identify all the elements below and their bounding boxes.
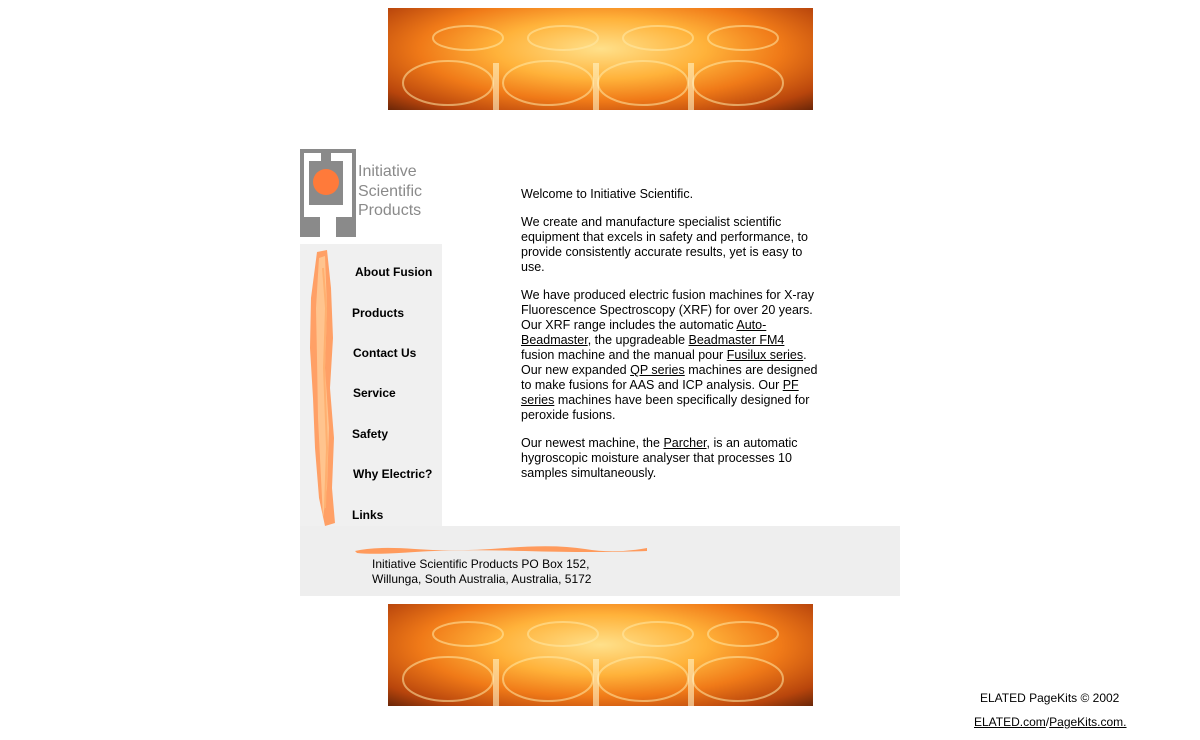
parcher-text-2: , is an automatic hygroscopic moisture analyser that processes 10 samples simultaneously. — [521, 436, 798, 480]
nav-item-about-fusion[interactable]: About Fusion — [355, 265, 433, 279]
welcome-text: Welcome to Initiative Scientific. — [521, 187, 694, 201]
nav-item-service[interactable]: Service — [353, 386, 396, 400]
nav-sidebar — [300, 244, 442, 526]
decorative-stripe-icon — [305, 248, 335, 526]
logo-text — [358, 162, 422, 221]
fusilux-series-link[interactable]: Fusilux series — [726, 348, 804, 362]
bottom-banner-image — [388, 604, 813, 706]
nav-item-why-electric[interactable]: Why Electric? — [353, 467, 433, 481]
pagekits-com-link[interactable]: PageKits.com. — [1049, 715, 1127, 729]
fusion-text-2: , the upgradeable — [587, 333, 689, 347]
address-footer — [300, 526, 900, 596]
nav-item-products[interactable]: Products — [352, 306, 405, 320]
fusion-text-5: machines are designed to make fusions for AAS and ICP analysis. Our — [521, 363, 818, 392]
auto-beadmaster-link[interactable]: Auto-Beadmaster — [521, 318, 767, 347]
fusion-text-3: fusion machine and the manual pour — [521, 348, 727, 362]
elated-links — [974, 715, 1127, 729]
logo-line-1: Initiative — [358, 163, 417, 180]
parcher-text-1: Our newest machine, the — [521, 436, 664, 450]
nav-item-contact-us[interactable]: Contact Us — [353, 346, 417, 360]
parcher-paragraph — [521, 436, 819, 481]
logo-line-2: Scientific — [358, 182, 423, 200]
parcher-link[interactable]: Parcher — [663, 436, 707, 450]
nav-item-safety[interactable]: Safety — [352, 427, 389, 441]
logo-line-3: Products — [358, 202, 422, 219]
fusion-text-4: . Our new expanded — [521, 348, 807, 377]
fusion-text-6: machines have been specifically designed for peroxide fusions. — [521, 393, 810, 422]
fusion-text-1: We have produced electric fusion machines for X-ray Fluorescence Spectroscopy (XRF) for over 20 years. Our XRF range includes the automatic — [521, 288, 814, 332]
beadmaster-fm4-link[interactable]: Beadmaster FM4 — [688, 333, 785, 347]
logo-mark-icon — [300, 149, 358, 239]
elated-credit: ELATED PageKits © 2002 — [980, 691, 1120, 705]
nav-item-links[interactable]: Links — [352, 508, 384, 522]
top-banner-image — [388, 8, 813, 110]
postal-address — [372, 557, 591, 586]
elated-com-link[interactable]: ELATED.com — [974, 715, 1046, 729]
intro-paragraph: We create and manufacture specialist scientific equipment that excels in safety and performance, to provide consistently accurate results, yet is easy to use. — [521, 215, 808, 274]
credit-separator: / — [1045, 715, 1050, 729]
pf-series-link[interactable]: PF series — [521, 378, 799, 407]
fusion-paragraph — [521, 288, 819, 423]
brush-stroke-icon — [355, 545, 650, 555]
address-line-2: Willunga, South Australia, Australia, 5172 — [372, 571, 592, 586]
main-content — [521, 187, 819, 494]
qp-series-link[interactable]: QP series — [630, 363, 685, 377]
address-line-1: Initiative Scientific Products PO Box 152, — [372, 557, 590, 571]
